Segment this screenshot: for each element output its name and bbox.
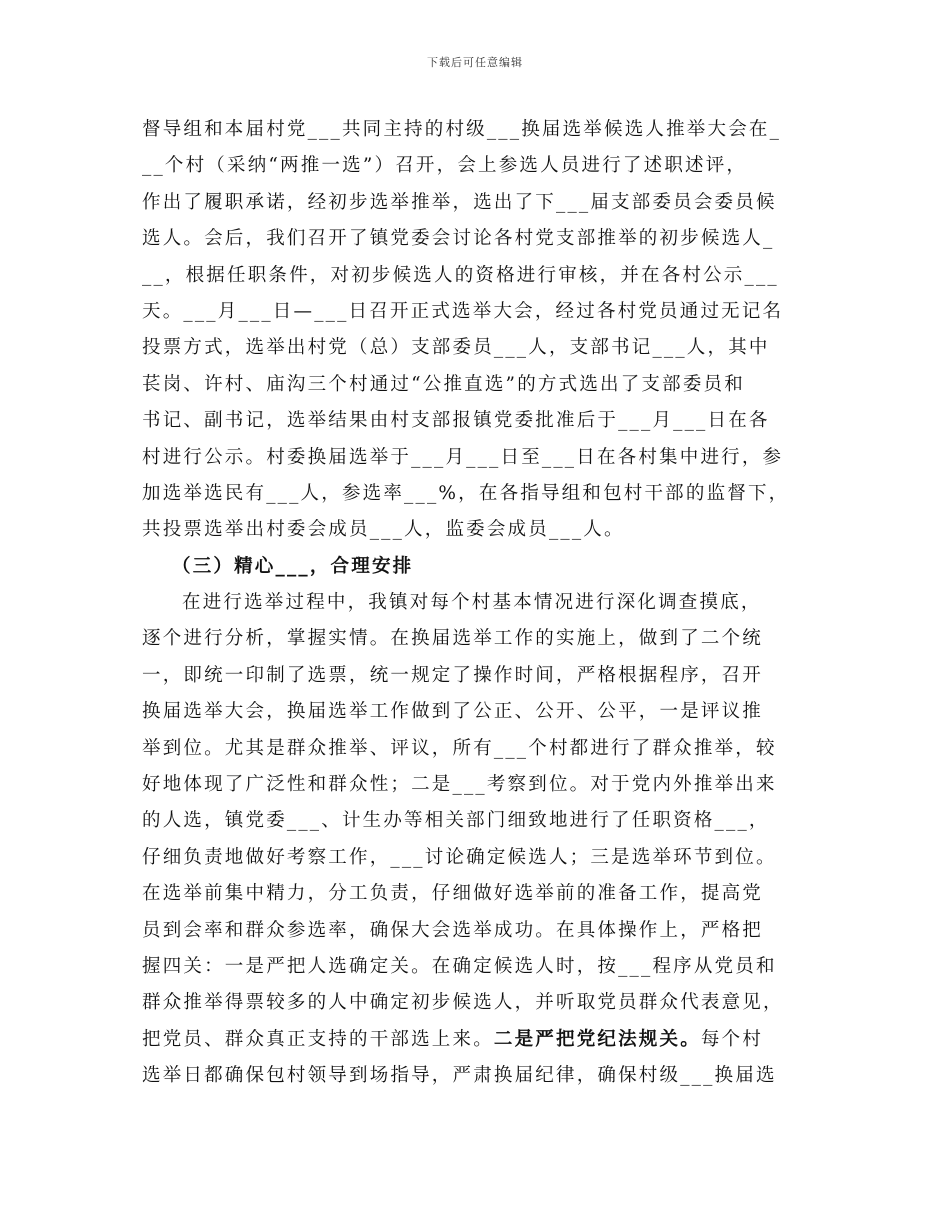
page-header: 下载后可任意编辑 (427, 56, 523, 69)
text-line: 仔细负责地做好考察工作，___讨论确定候选人；三是选举环节到位。 (142, 846, 777, 868)
text-line: 苌岗、许村、庙沟三个村通过“公推直选”的方式选出了支部委员和 (142, 373, 745, 395)
text-line: 的人选，镇党委___、计生办等相关部门细致地进行了任职资格___， (142, 810, 770, 832)
text-line: 逐个进行分析，掌握实情。在换届选举工作的实施上，做到了二个统 (142, 628, 764, 650)
section-heading: （三）精心___，合理安排 (172, 555, 414, 577)
text-line: 选人。会后，我们召开了镇党委会讨论各村党支部推举的初步候选人_ (142, 228, 775, 250)
text-segment: 把党员、群众真正支持的干部选上来。 (142, 1028, 494, 1050)
text-line: 投票方式，选举出村党（总）支部委员___人，支部书记___人，其中 (142, 337, 770, 359)
text-line: __，根据任职条件，对初步候选人的资格进行审核，并在各村公示___ (142, 264, 779, 286)
bold-inline-heading: 二是严把党纪法规关。 (493, 1028, 701, 1050)
text-segment: 每个村 (700, 1028, 764, 1050)
text-line: 天。___月___日—___日召开正式选举大会，经过各村党员通过无记名 (142, 300, 784, 322)
text-line: __个村（采纳“两推一选”）召开，会上参选人员进行了述职述评， (142, 155, 748, 177)
text-line: 一，即统一印制了选票，统一规定了操作时间，严格根据程序，召开 (142, 664, 764, 686)
document-body (142, 112, 822, 1095)
text-line: 督导组和本届村党___共同主持的村级___换届选举候选人推举大会在_ (142, 119, 782, 140)
text-line: 村进行公示。村委换届选举于___月___日至___日在各村集中进行，参 (142, 446, 784, 468)
text-line (142, 1022, 822, 1058)
text-line: 员到会率和群众参选率，确保大会选举成功。在具体操作上，严格把 (142, 919, 764, 941)
text-line: 选举日都确保包村领导到场指导，严肃换届纪律，确保村级___换届选 (142, 1065, 777, 1087)
text-line: 加选举选民有___人，参选率___%，在各指导组和包村干部的监督下， (142, 482, 790, 504)
text-line: 举到位。尤其是群众推举、评议，所有___个村都进行了群众推举，较 (142, 737, 777, 759)
text-line: 群众推举得票较多的人中确定初步候选人，并听取党员群众代表意见， (142, 992, 784, 1014)
text-line: 换届选举大会，换届选举工作做到了公正、公开、公平，一是评议推 (142, 701, 764, 723)
text-line: 书记、副书记，选举结果由村支部报镇党委批准后于___月___日在各 (142, 410, 770, 432)
text-line: 作出了履职承诺，经初步选举推举，选出了下___届支部委员会委员候 (142, 191, 777, 213)
text-line: 好地体现了广泛性和群众性；二是___考察到位。对于党内外推举出来 (142, 774, 777, 796)
text-line: 握四关：一是严把人选确定关。在确定候选人时，按___程序从党员和 (142, 955, 777, 977)
text-line: 在进行选举过程中，我镇对每个村基本情况进行深化调查摸底， (182, 592, 762, 614)
text-line: 共投票选举出村委会成员___人，监委会成员___人。 (142, 519, 625, 541)
text-line: 在选举前集中精力，分工负责，仔细做好选举前的准备工作，提高党 (142, 883, 764, 905)
